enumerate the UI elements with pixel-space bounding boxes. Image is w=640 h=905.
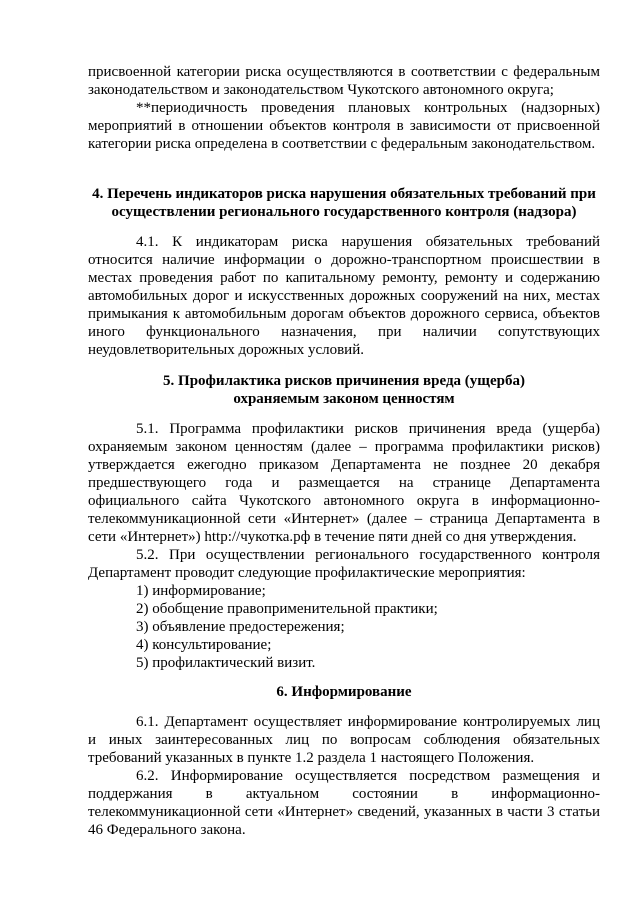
section-5 xyxy=(88,372,600,408)
list-item-5: 5) профилактический визит. xyxy=(136,655,316,671)
section-5-paragraph-1: 5.1. Программа профилактики рисков причинения вреда (ущерба) охраняемым законом ценностям (далее – программа профилактики рисков) утверждается ежегодно приказом Департамента не позднее 20 декабря предшествующего года и размещается на странице Департамента официального сайта Чукотского автономного округа в информационно-телекоммуникационной сети «Интернет» (далее – страница Департамента в сети «Интернет») http://чукотка.рф в течение пяти дней со дня утверждения. xyxy=(88,421,600,545)
section-4 xyxy=(88,185,600,221)
intro-block xyxy=(88,63,600,153)
section-6 xyxy=(88,683,600,701)
section-4-heading: 4. Перечень индикаторов риска нарушения обязательных требований при осуществлении регионального государственного контроля (надзора) xyxy=(92,186,596,220)
section-6-paragraph-1: 6.1. Департамент осуществляет информирование контролируемых лиц и иных заинтересованных лиц по вопросам соблюдения обязательных требований указанных в пункте 1.2 раздела 1 настоящего Положения. xyxy=(88,714,600,766)
section-4-paragraph-1: 4.1. К индикаторам риска нарушения обязательных требований относится наличие информации о дорожно-транспортном происшествии в местах проведения работ по капитальному ремонту, ремонту и содержанию автомобильных дорог и искусственных дорожных сооружений на них, местах примыкания к автомобильным дорогам объектов дорожного сервиса, объектов иного функционального назначения, при наличии сопутствующих неудовлетворительных дорожных условий. xyxy=(88,234,600,358)
section-4-body xyxy=(88,233,600,359)
intro-paragraph-1: присвоенной категории риска осуществляются в соответствии с федеральным законодательством и законодательством Чукотского автономного округа; xyxy=(88,64,600,98)
section-5-heading: 5. Профилактика рисков причинения вреда (ущерба) охраняемым законом ценностям xyxy=(163,373,525,407)
list-item-1: 1) информирование; xyxy=(136,583,266,599)
list-item-3: 3) объявление предостережения; xyxy=(136,619,345,635)
section-6-body xyxy=(88,713,600,839)
section-6-paragraph-2: 6.2. Информирование осуществляется посредством размещения и поддержания в актуальном состоянии в информационно-телекоммуникационной сети «Интернет» сведений, указанных в части 3 статьи 46 Федерального закона. xyxy=(88,768,600,838)
intro-paragraph-2: **периодичность проведения плановых контрольных (надзорных) мероприятий в отношении объектов контроля в зависимости от присвоенной категории риска определена в соответствии с федеральным законодательством. xyxy=(88,100,600,152)
section-5-paragraph-2: 5.2. При осуществлении регионального государственного контроля Департамент проводит следующие профилактические мероприятия: xyxy=(88,547,600,581)
list-item-4: 4) консультирование; xyxy=(136,637,272,653)
section-6-heading: 6. Информирование xyxy=(276,684,412,700)
section-5-body xyxy=(88,420,600,672)
list-item-2: 2) обобщение правоприменительной практики; xyxy=(136,601,438,617)
